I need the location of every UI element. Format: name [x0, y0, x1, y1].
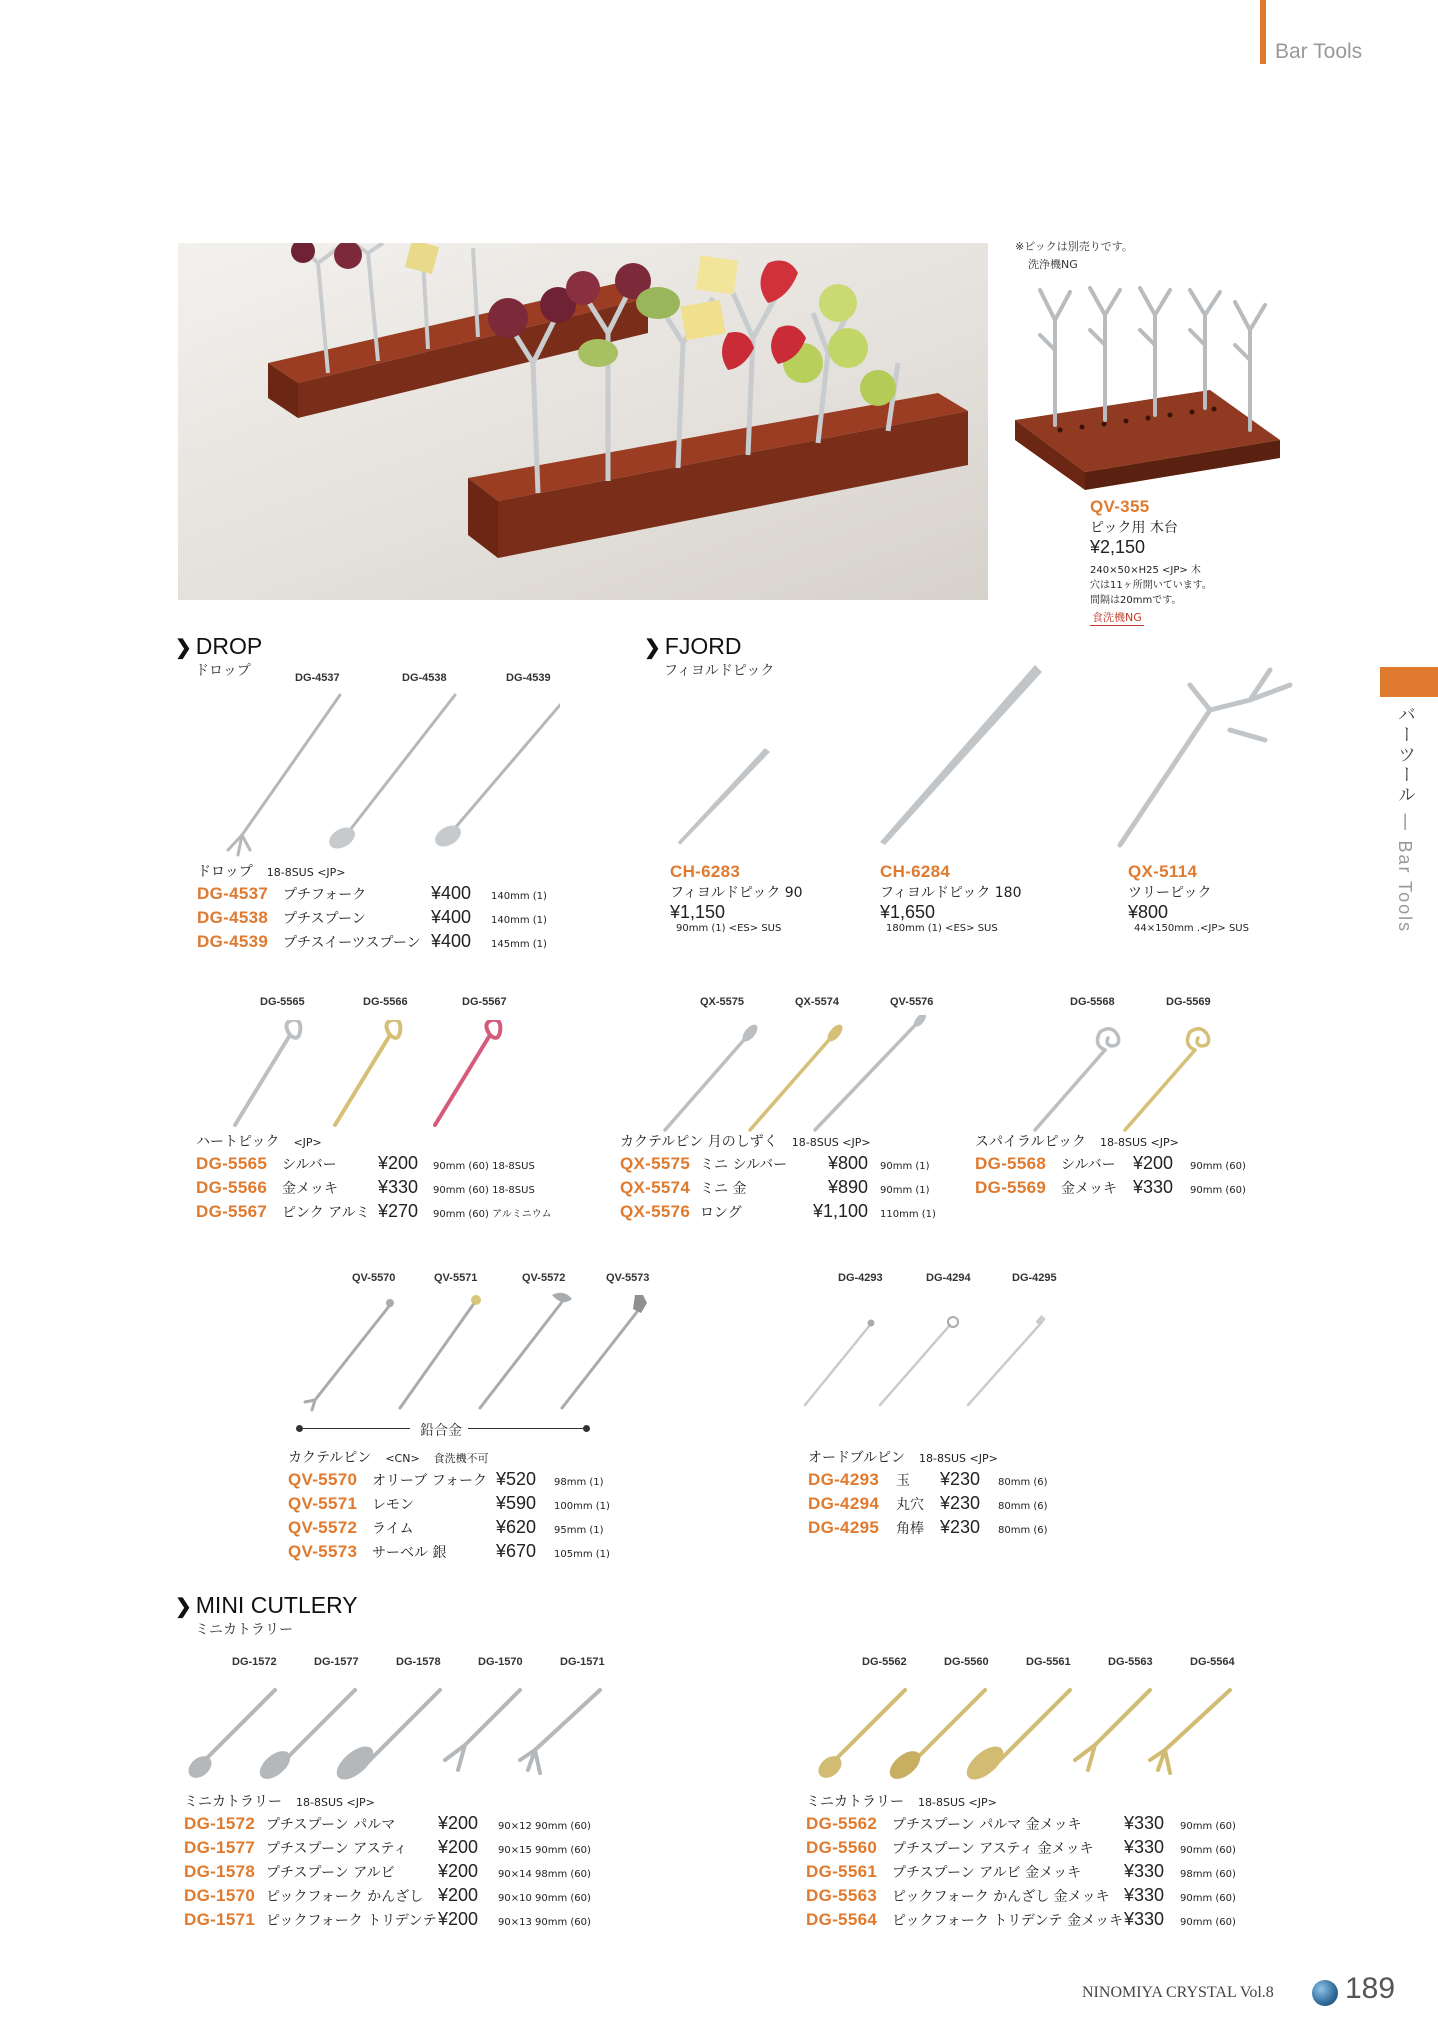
list-item: DG-5566 金メッキ ¥330 90mm (60) 18-8SUS — [196, 1177, 535, 1197]
list-item: DG-5568 シルバー ¥200 90mm (60) — [975, 1153, 1246, 1173]
hero-illustration — [178, 243, 988, 600]
heart-label-2: DG-5566 — [363, 996, 408, 1008]
drop-label-3: DG-4539 — [506, 672, 551, 684]
mini-right-label-3: DG-5561 — [1026, 1656, 1071, 1668]
list-item: DG-5560 プチスプーン アスティ 金メッキ ¥330 90mm (60) — [806, 1837, 1236, 1857]
drop-image — [220, 690, 560, 860]
stand-name: ピック用 木台 — [1090, 520, 1178, 536]
list-item: DG-5562 プチスプーン パルマ 金メッキ ¥330 90mm (60) — [806, 1813, 1236, 1833]
list-item: DG-1577 プチスプーン アスティ ¥200 90×15 90mm (60) — [184, 1837, 591, 1857]
list-item: QV-5570 オリーブ フォーク ¥520 98mm (1) — [288, 1469, 604, 1489]
list-item: QX-5575 ミニ シルバー ¥800 90mm (1) — [620, 1153, 930, 1173]
list-item: DG-4538 プチスプーン ¥400 140mm (1) — [197, 907, 547, 927]
side-tab-label — [1392, 705, 1418, 933]
mini-right-label-5: DG-5564 — [1190, 1656, 1235, 1668]
list-item: DG-5564 ピックフォーク トリデンテ 金メッキ ¥330 90mm (60) — [806, 1909, 1236, 1929]
mini-left-label-5: DG-1571 — [560, 1656, 605, 1668]
drop-header-spec: 18-8SUS <JP> — [266, 866, 346, 879]
list-item: DG-1571 ピックフォーク トリデンテ ¥200 90×13 90mm (60) — [184, 1909, 591, 1929]
material-label: 鉛合金 — [420, 1423, 462, 1439]
mini-left-image — [180, 1685, 610, 1785]
footer-brand: NINOMIYA CRYSTAL Vol.8 — [1082, 1984, 1274, 2001]
drop-label-2: DG-4538 — [402, 672, 447, 684]
mini-left-label-2: DG-1577 — [314, 1656, 359, 1668]
list-item: QX-5574 ミニ 金 ¥890 90mm (1) — [620, 1177, 930, 1197]
spiral-list: スパイラルピック 18-8SUS <JP> DG-5568 シルバー ¥200 90mm (60) DG-5569 金メッキ ¥330 90mm (60) — [975, 1132, 1246, 1201]
side-tab-accent — [1380, 667, 1438, 697]
chevron-right-icon: ❯ — [644, 637, 661, 659]
moon-label-3: QV-5576 — [890, 996, 934, 1008]
spiral-label-1: DG-5568 — [1070, 996, 1115, 1008]
cocktail-label-1: QV-5570 — [352, 1272, 396, 1284]
hors-label-3: DG-4295 — [1012, 1272, 1057, 1284]
cocktail-label-3: QV-5572 — [522, 1272, 566, 1284]
stand-spec1: 240×50×H25 <JP> 木 — [1090, 565, 1201, 576]
moon-label-1: QX-5575 — [700, 996, 745, 1008]
hors-label-1: DG-4293 — [838, 1272, 883, 1284]
moon-list: カクテルピン 月のしずく 18-8SUS <JP> QX-5575 ミニ シルバー ¥800 90mm (1) QX-5574 ミニ 金 ¥890 90mm (1) QX-5576 ロング ¥1,100 110mm (1) — [620, 1132, 936, 1225]
drop-list — [197, 862, 547, 955]
list-item: DG-4537 プチフォーク ¥400 140mm (1) — [197, 883, 547, 903]
list-item: DG-4539 プチスイーツスプーン ¥400 145mm (1) — [197, 931, 547, 951]
heart-label-3: DG-5567 — [462, 996, 507, 1008]
material-line-left — [300, 1428, 410, 1429]
heart-image — [225, 1020, 515, 1130]
fjord-image — [670, 660, 1310, 860]
mini-right-list: ミニカトラリー 18-8SUS <JP> DG-5562 プチスプーン パルマ 金メッキ ¥330 90mm (60) DG-5560 プチスプーン アスティ 金メッキ ¥330 90mm (60) DG-5561 プチスプーン アルビ 金メッキ ¥330 98mm (60) DG-5563 ピックフォーク かんざし 金メッキ ¥330 90mm (60) DG-5564 ピックフォーク トリデンテ 金メッキ ¥330 90mm (60) — [806, 1792, 1236, 1933]
side-tab-jp: バーツール — [1395, 705, 1416, 805]
moon-label-2: QX-5574 — [795, 996, 840, 1008]
side-tab-separator: — — [1395, 812, 1416, 833]
chevron-right-icon: ❯ — [175, 1596, 192, 1618]
list-item: DG-5561 プチスプーン アルビ 金メッキ ¥330 98mm (60) — [806, 1861, 1236, 1881]
heart-label-1: DG-5565 — [260, 996, 305, 1008]
list-item: DG-5563 ピックフォーク かんざし 金メッキ ¥330 90mm (60) — [806, 1885, 1236, 1905]
cocktail-label-2: QV-5571 — [434, 1272, 478, 1284]
hors-label-2: DG-4294 — [926, 1272, 971, 1284]
cocktail-list: カクテルピン <CN> 食洗機不可 QV-5570 オリーブ フォーク ¥520 98mm (1) QV-5571 レモン ¥590 100mm (1) QV-5572 ライム ¥620 95mm (1) QV-5573 サーベル 銀 ¥670 105mm (1) — [288, 1448, 610, 1565]
mini-right-label-2: DG-5560 — [944, 1656, 989, 1668]
hors-image — [800, 1310, 1060, 1410]
drop-subtitle: ドロップ — [195, 663, 251, 679]
fjord-item-3: QX-5114 ツリーピック ¥800 44×150mm .<JP> SUS — [1128, 862, 1249, 934]
header-category: Bar Tools — [1275, 40, 1363, 63]
cocktail-image — [300, 1290, 680, 1415]
list-item: DG-5569 金メッキ ¥330 90mm (60) — [975, 1177, 1246, 1197]
mini-left-label-1: DG-1572 — [232, 1656, 277, 1668]
mini-right-label-1: DG-5562 — [862, 1656, 907, 1668]
list-item: QV-5571 レモン ¥590 100mm (1) — [288, 1493, 610, 1513]
list-item: DG-5565 シルバー ¥200 90mm (60) 18-8SUS — [196, 1153, 535, 1173]
drop-title: DROP — [195, 633, 263, 659]
mini-left-label-4: DG-1570 — [478, 1656, 523, 1668]
list-item: DG-4293 玉 ¥230 80mm (6) — [808, 1469, 1048, 1489]
fjord-title: FJORD — [664, 633, 742, 659]
chevron-right-icon: ❯ — [175, 637, 192, 659]
spiral-image — [1025, 1025, 1225, 1135]
cocktail-label-4: QV-5573 — [606, 1272, 650, 1284]
header-accent-bar — [1260, 0, 1266, 64]
stand-info — [1090, 497, 1212, 626]
drop-header-name: ドロップ — [197, 864, 253, 880]
list-item: QV-5572 ライム ¥620 95mm (1) — [288, 1517, 604, 1537]
stand-note2: 洗浄機NG — [1028, 258, 1078, 271]
stand-image — [1010, 280, 1290, 495]
mini-title: MINI CUTLERY — [195, 1592, 358, 1618]
mini-section-header — [175, 1592, 358, 1639]
stand-price: ¥2,150 — [1090, 537, 1146, 557]
side-tab-en: Bar Tools — [1395, 840, 1415, 934]
hero-photo — [178, 243, 988, 600]
list-item: DG-1572 プチスプーン パルマ ¥200 90×12 90mm (60) — [184, 1813, 591, 1833]
drop-section-header — [175, 633, 262, 680]
fjord-item-1: CH-6283 フィヨルドピック 90 ¥1,150 90mm (1) <ES> SUS — [670, 862, 803, 934]
mini-left-list: ミニカトラリー 18-8SUS <JP> DG-1572 プチスプーン パルマ ¥200 90×12 90mm (60) DG-1577 プチスプーン アスティ ¥200 90×15 90mm (60) DG-1578 プチスプーン アルビ ¥200 90×14 98mm (60) DG-1570 ピックフォーク かんざし ¥200 90×10 90mm (60) DG-1571 ピックフォーク トリデンテ ¥200 90×13 90mm (60) — [184, 1792, 591, 1933]
spiral-label-2: DG-5569 — [1166, 996, 1211, 1008]
footer-page-number: 189 — [1345, 1972, 1396, 2005]
material-dot-right — [583, 1425, 590, 1432]
stand-code: QV-355 — [1090, 497, 1150, 516]
material-line-right — [468, 1428, 586, 1429]
mini-left-label-3: DG-1578 — [396, 1656, 441, 1668]
list-item: QV-5573 サーベル 銀 ¥670 105mm (1) — [288, 1541, 610, 1561]
stand-spec3: 間隔は20mmです。 — [1090, 595, 1182, 606]
list-item: DG-1578 プチスプーン アルビ ¥200 90×14 98mm (60) — [184, 1861, 591, 1881]
fjord-subtitle: フィヨルドピック — [664, 663, 775, 679]
stand-spec2: 穴は11ヶ所開いています。 — [1090, 580, 1212, 591]
material-dot-left — [296, 1425, 303, 1432]
stand-note1: ※ピックは別売りです。 — [1015, 240, 1133, 253]
list-item: DG-1570 ピックフォーク かんざし ¥200 90×10 90mm (60) — [184, 1885, 591, 1905]
list-item: DG-4294 丸穴 ¥230 80mm (6) — [808, 1493, 1048, 1513]
mini-right-image — [810, 1685, 1240, 1785]
mini-subtitle: ミニカトラリー — [195, 1622, 293, 1638]
drop-label-1: DG-4537 — [295, 672, 340, 684]
mini-right-label-4: DG-5563 — [1108, 1656, 1153, 1668]
list-item: DG-5567 ピンク アルミ ¥270 90mm (60) アルミニウム — [196, 1201, 552, 1221]
moon-image — [650, 1015, 950, 1135]
fjord-item-2: CH-6284 フィヨルドピック 180 ¥1,650 180mm (1) <ES> SUS — [880, 862, 1022, 934]
list-item: QX-5576 ロング ¥1,100 110mm (1) — [620, 1201, 936, 1221]
heart-list: ハートピック <JP> DG-5565 シルバー ¥200 90mm (60) 18-8SUS DG-5566 金メッキ ¥330 90mm (60) 18-8SUS DG-5567 ピンク アルミ ¥270 90mm (60) アルミニウム — [196, 1132, 552, 1225]
hors-list: オードブルピン 18-8SUS <JP> DG-4293 玉 ¥230 80mm (6) DG-4294 丸穴 ¥230 80mm (6) DG-4295 角棒 ¥230 80mm (6) — [808, 1448, 1048, 1541]
list-item: DG-4295 角棒 ¥230 80mm (6) — [808, 1517, 1048, 1537]
stand-ng-badge: 食洗機NG — [1092, 611, 1142, 624]
globe-icon — [1312, 1980, 1338, 2006]
